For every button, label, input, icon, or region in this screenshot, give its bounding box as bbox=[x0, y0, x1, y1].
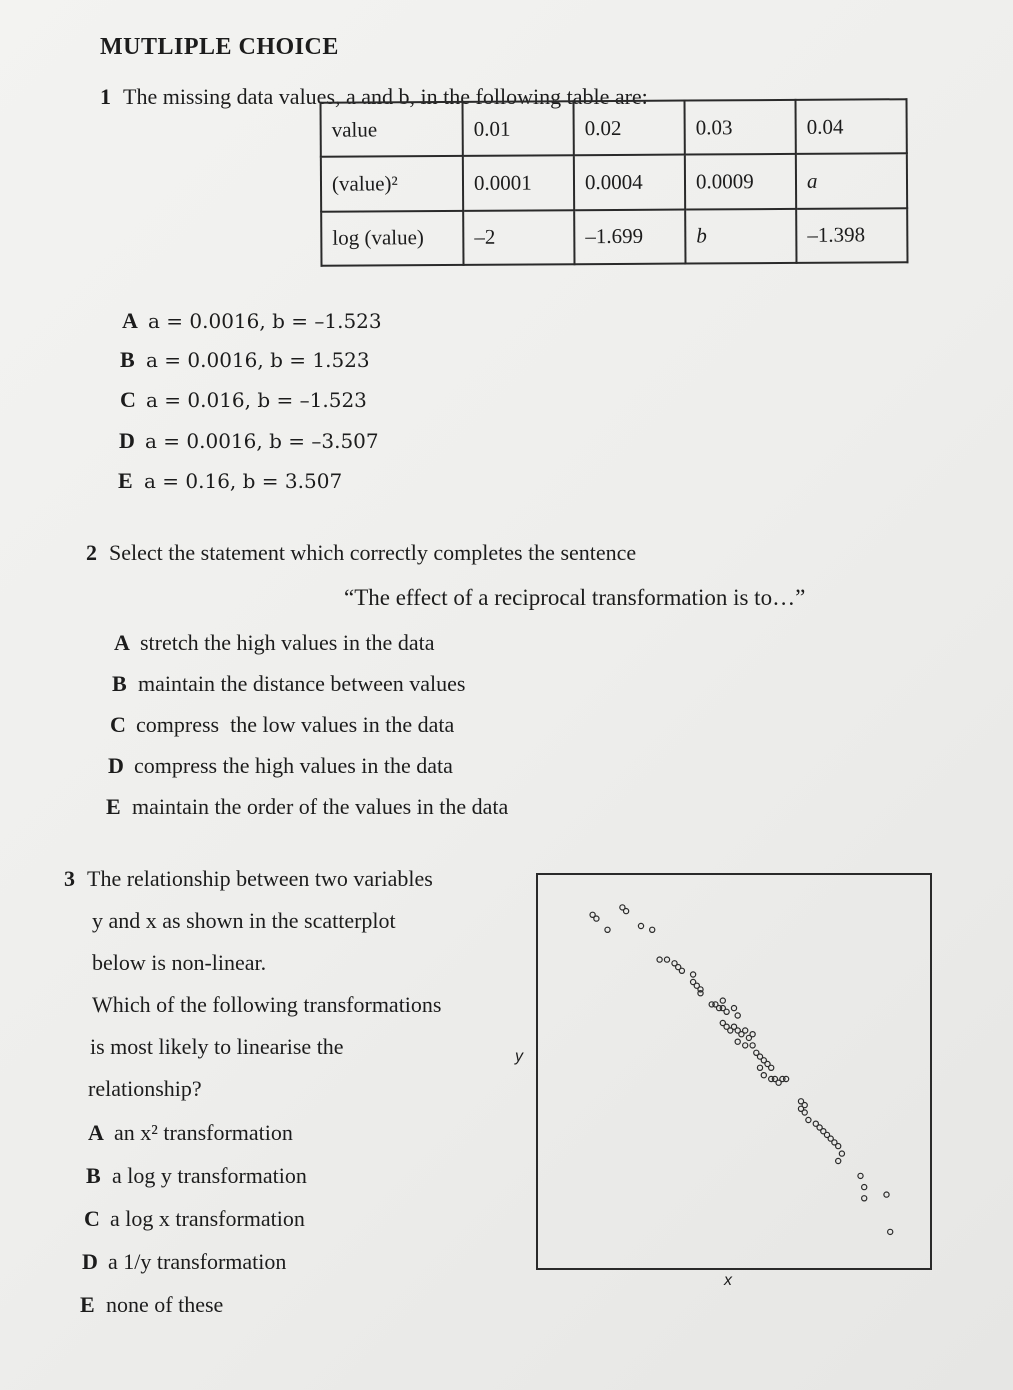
q2-option-d[interactable] bbox=[108, 753, 453, 779]
scatter-point bbox=[784, 1076, 789, 1081]
q2-option-a[interactable] bbox=[114, 630, 434, 656]
scatter-point bbox=[802, 1110, 807, 1115]
option-letter: D bbox=[119, 428, 135, 453]
scatter-point bbox=[735, 1013, 740, 1018]
scatter-point bbox=[757, 1065, 762, 1070]
question-3-number: 3 bbox=[64, 866, 75, 891]
option-letter: C bbox=[120, 387, 136, 412]
option-text: maintain the distance between values bbox=[138, 671, 466, 696]
option-letter: E bbox=[118, 468, 133, 493]
scatter-point bbox=[743, 1043, 748, 1048]
q3-option-b[interactable] bbox=[86, 1163, 307, 1189]
question-3-line-6: relationship? bbox=[88, 1076, 202, 1101]
question-3-line-5: is most likely to linearise the bbox=[90, 1034, 344, 1059]
y-axis-label: y bbox=[515, 1048, 523, 1065]
scatter-point bbox=[679, 968, 684, 973]
scatter-point bbox=[862, 1185, 867, 1190]
option-letter: B bbox=[86, 1163, 101, 1188]
option-text: a = 0.0016, b = –1.523 bbox=[148, 309, 382, 333]
page-heading: MUTLIPLE CHOICE bbox=[100, 34, 339, 60]
option-text: an x² transformation bbox=[114, 1120, 293, 1145]
question-2-quote: “The effect of a reciprocal transformation is to…” bbox=[344, 585, 806, 610]
scatter-point bbox=[839, 1151, 844, 1156]
table-cell: a bbox=[796, 154, 907, 209]
question-1-number: 1 bbox=[100, 84, 111, 109]
scatter-point bbox=[605, 927, 610, 932]
scatter-point bbox=[743, 1028, 748, 1033]
question-3-line-2: y and x as shown in the scatterplot bbox=[92, 908, 396, 933]
table-cell: (value)² bbox=[321, 156, 463, 211]
option-letter: E bbox=[106, 794, 121, 819]
option-text: a log x transformation bbox=[110, 1206, 305, 1231]
scatter-point bbox=[638, 923, 643, 928]
scatter-point bbox=[724, 1009, 729, 1014]
q1-option-e[interactable] bbox=[118, 468, 342, 494]
scatter-point bbox=[858, 1173, 863, 1178]
scatter-point bbox=[594, 916, 599, 921]
scatter-point bbox=[769, 1065, 774, 1070]
scatterplot bbox=[536, 873, 932, 1270]
table-cell: 0.01 bbox=[463, 101, 574, 156]
scatter-point bbox=[806, 1117, 811, 1122]
option-letter: E bbox=[80, 1292, 95, 1317]
q3-option-c[interactable] bbox=[84, 1206, 305, 1232]
scatter-point bbox=[888, 1229, 893, 1234]
option-letter: B bbox=[112, 671, 127, 696]
table-cell: 0.04 bbox=[795, 99, 906, 154]
option-text: maintain the order of the values in the data bbox=[132, 794, 509, 819]
scatter-point bbox=[735, 1039, 740, 1044]
option-text: a log y transformation bbox=[112, 1163, 307, 1188]
option-text: compress the high values in the data bbox=[134, 753, 453, 778]
scatterplot-canvas bbox=[538, 875, 930, 1268]
option-letter: A bbox=[88, 1120, 104, 1145]
scatter-point bbox=[750, 1043, 755, 1048]
scatter-point bbox=[720, 998, 725, 1003]
scatter-point bbox=[836, 1158, 841, 1163]
scatter-point bbox=[884, 1192, 889, 1197]
scatter-point bbox=[657, 957, 662, 962]
x-axis-label: x bbox=[724, 1272, 732, 1289]
table-row bbox=[321, 208, 907, 266]
scatter-point bbox=[750, 1032, 755, 1037]
table-cell: –2 bbox=[463, 210, 574, 265]
option-text: none of these bbox=[106, 1292, 224, 1317]
q2-option-c[interactable] bbox=[110, 712, 454, 738]
table-row bbox=[321, 154, 907, 212]
scatter-point bbox=[691, 972, 696, 977]
q3-option-d[interactable] bbox=[82, 1249, 286, 1275]
q3-option-a[interactable] bbox=[88, 1120, 293, 1146]
q1-option-d[interactable] bbox=[119, 428, 379, 454]
scatter-point bbox=[620, 905, 625, 910]
q1-option-b[interactable] bbox=[120, 347, 370, 373]
option-text: a = 0.016, b = –1.523 bbox=[146, 388, 367, 412]
table-row bbox=[321, 99, 907, 157]
option-letter: B bbox=[120, 347, 135, 372]
option-text: compress the low values in the data bbox=[136, 712, 455, 737]
option-text: a = 0.16, b = 3.507 bbox=[144, 469, 343, 493]
question-3-line-3: below is non-linear. bbox=[92, 950, 267, 975]
option-text: a 1/y transformation bbox=[108, 1249, 287, 1274]
question-2-stem bbox=[86, 540, 636, 566]
table-cell: 0.02 bbox=[574, 101, 685, 156]
table-cell: –1.699 bbox=[574, 209, 685, 264]
data-table bbox=[320, 98, 909, 267]
table-cell: b bbox=[685, 209, 796, 264]
q3-option-e[interactable] bbox=[80, 1292, 223, 1318]
table-cell: log (value) bbox=[321, 211, 463, 266]
question-2-number: 2 bbox=[86, 540, 97, 565]
option-letter: A bbox=[122, 308, 138, 333]
table-cell: –1.398 bbox=[796, 208, 907, 263]
option-letter: C bbox=[84, 1206, 100, 1231]
scatter-point bbox=[761, 1073, 766, 1078]
table-cell: 0.0001 bbox=[463, 156, 574, 211]
question-2-text: Select the statement which correctly completes the sentence bbox=[109, 540, 637, 565]
question-3-text: The relationship between two variables bbox=[87, 866, 433, 891]
scatter-point bbox=[862, 1196, 867, 1201]
scatter-point bbox=[664, 957, 669, 962]
scatter-point bbox=[698, 991, 703, 996]
option-letter: D bbox=[108, 753, 124, 778]
question-1-text: The missing data values, a and b, in the following table are: bbox=[123, 84, 648, 109]
q2-option-b[interactable] bbox=[112, 671, 465, 697]
table-cell: 0.0009 bbox=[685, 154, 796, 209]
question-3-line-4: Which of the following transformations bbox=[92, 992, 442, 1017]
option-letter: D bbox=[82, 1249, 98, 1274]
table-cell: value bbox=[321, 102, 463, 157]
q2-option-e[interactable] bbox=[106, 794, 508, 820]
question-3-line-1 bbox=[64, 866, 433, 892]
scatter-point bbox=[731, 1006, 736, 1011]
option-letter: A bbox=[114, 630, 130, 655]
option-letter: C bbox=[110, 712, 126, 737]
option-text: a = 0.0016, b = 1.523 bbox=[146, 348, 370, 372]
option-text: a = 0.0016, b = –3.507 bbox=[145, 429, 379, 453]
table-cell: 0.0004 bbox=[574, 155, 685, 210]
table-cell: 0.03 bbox=[685, 100, 796, 155]
scatter-point bbox=[836, 1144, 841, 1149]
q1-option-c[interactable] bbox=[120, 387, 367, 413]
q1-option-a[interactable] bbox=[122, 308, 382, 334]
option-text: stretch the high values in the data bbox=[140, 630, 435, 655]
scatter-point bbox=[650, 927, 655, 932]
